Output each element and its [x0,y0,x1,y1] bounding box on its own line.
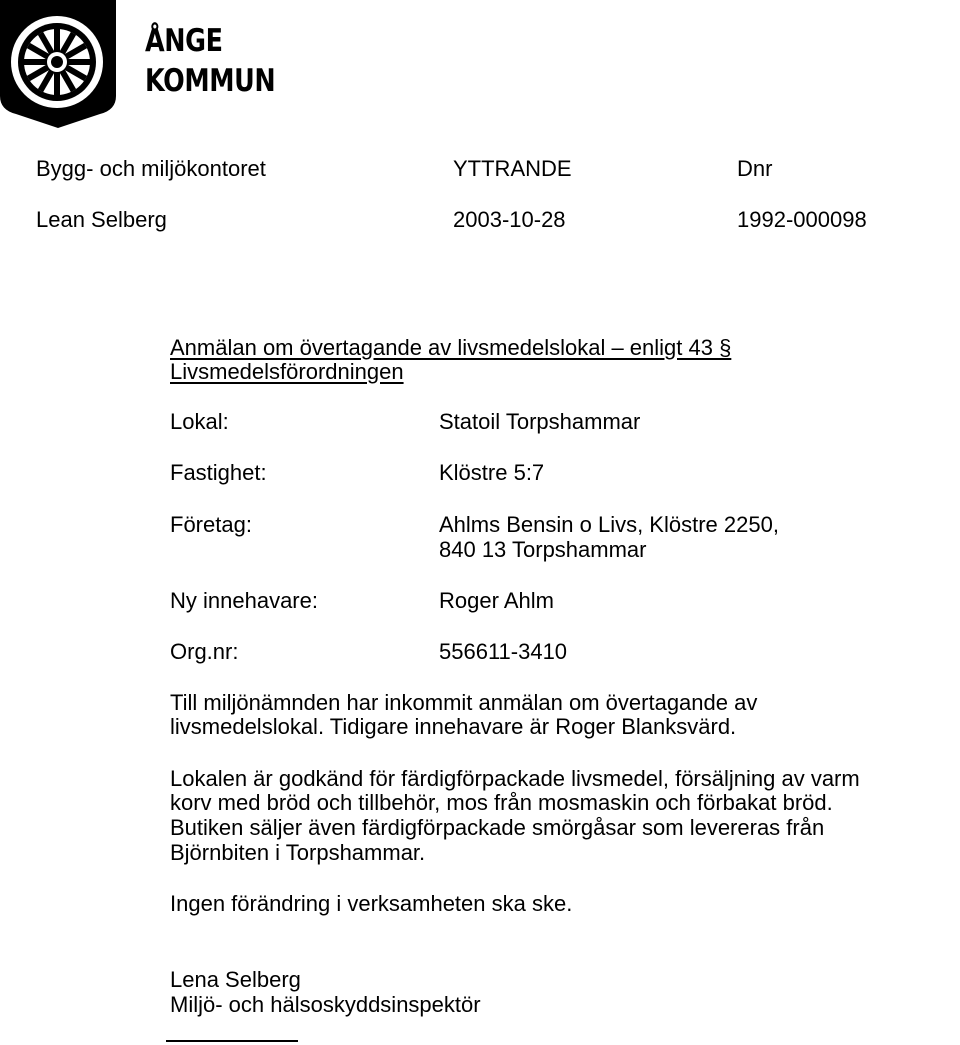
dnr-label: Dnr [737,156,773,181]
office-name: Bygg- och miljökontoret [36,156,266,181]
orgnr-value: 556611-3410 [439,639,568,664]
paragraph-2-line2: korv med bröd och tillbehör, mos från mosmaskin och förbakat bröd. [170,790,833,815]
signature-role: Miljö- och hälsoskyddsinspektör [170,992,481,1017]
logo-name-line1: ÅNGE [145,23,223,59]
paragraph-1-line2: livsmedelslokal. Tidigare innehavare är Roger Blanksvärd. [170,714,737,739]
foretag-label: Företag: [170,512,252,537]
logo-name-line2: KOMMUN [145,63,276,99]
fastighet-value: Klöstre 5:7 [439,460,545,485]
author-name: Lean Selberg [36,207,167,232]
paragraph-2-line1: Lokalen är godkänd för färdigförpackade livsmedel, försäljning av varm [170,766,860,791]
foretag-value-line1: Ahlms Bensin o Livs, Klöstre 2250, [439,512,779,537]
foretag-value-line2: 840 13 Torpshammar [439,537,647,562]
signature-line [166,1040,298,1042]
lokal-label: Lokal: [170,409,229,434]
paragraph-3: Ingen förändring i verksamheten ska ske. [170,891,573,916]
document-title-line2: Livsmedelsförordningen [170,359,404,384]
orgnr-label: Org.nr: [170,639,239,664]
signature-name: Lena Selberg [170,967,301,992]
paragraph-2-line3: Butiken säljer även färdigförpackade smörgåsar som levereras från [170,815,825,840]
municipality-emblem-icon [0,0,118,128]
dnr-value: 1992-000098 [737,207,867,232]
document-date: 2003-10-28 [453,207,566,232]
fastighet-label: Fastighet: [170,460,267,485]
document-title-line1: Anmälan om övertagande av livsmedelslokal – enligt 43 § [170,335,732,360]
paragraph-1-line1: Till miljönämnden har inkommit anmälan om övertagande av [170,690,758,715]
paragraph-2-line4: Björnbiten i Torpshammar. [170,840,426,865]
lokal-value: Statoil Torpshammar [439,409,641,434]
innehavare-label: Ny innehavare: [170,588,318,613]
innehavare-value: Roger Ahlm [439,588,554,613]
document-type: YTTRANDE [453,156,572,181]
